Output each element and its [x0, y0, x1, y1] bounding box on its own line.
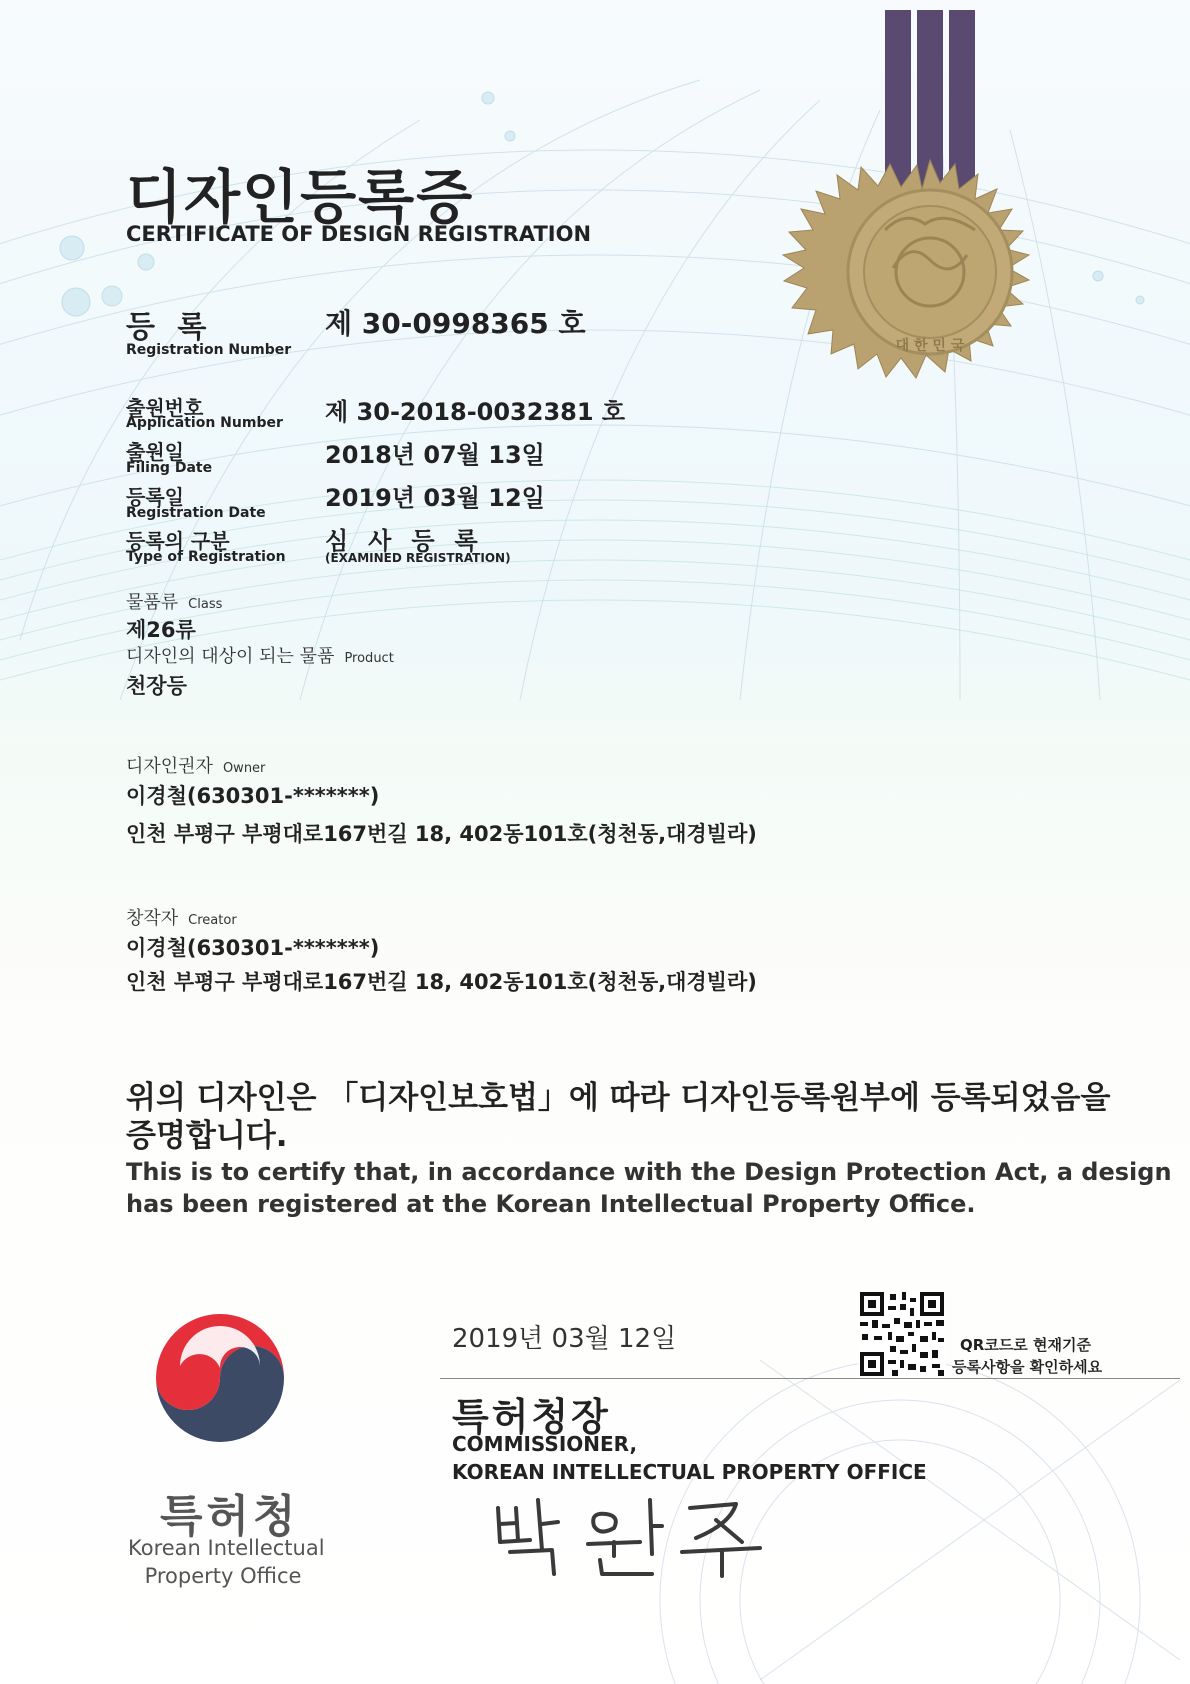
application-number-label-en: Application Number	[126, 415, 283, 431]
qr-code-icon[interactable]	[858, 1290, 946, 1378]
office-name-en-line2: Property Office	[144, 1564, 302, 1588]
class-value: 제26류	[126, 618, 196, 642]
product-value: 천장등	[126, 674, 187, 698]
office-name-ko: 특허청	[160, 1491, 300, 1542]
filing-date: 2018년 07월 13일	[325, 441, 545, 469]
filing-date-label: 출원일	[126, 440, 184, 464]
creator-label-en: Creator	[188, 913, 237, 928]
registration-date-label-en: Registration Date	[126, 505, 266, 521]
commissioner-title: 특허청장	[452, 1395, 611, 1439]
seal-text: 대 한 민 국	[895, 338, 965, 354]
product-label: 디자인의 대상이 되는 물품	[126, 646, 335, 667]
creator-name: 이경철(630301-*******)	[126, 936, 380, 960]
registration-type: 심사등록	[325, 527, 498, 555]
registration-type-label: 등록의 구분	[126, 529, 230, 553]
application-number-label: 출원번호	[126, 396, 204, 420]
certification-text-ko-line2: 증명합니다.	[126, 1118, 288, 1154]
creator-address: 인천 부평구 부평대로167번길 18, 402동101호(청천동,대경빌라)	[126, 970, 757, 994]
divider	[440, 1378, 1180, 1379]
registration-label-en: Registration Number	[126, 342, 292, 358]
class-label-row	[126, 588, 222, 614]
registration-date: 2019년 03월 12일	[325, 484, 545, 512]
certificate-title: 디자인등록증	[126, 163, 475, 231]
office-name-en-line1: Korean Intellectual	[128, 1536, 325, 1560]
commissioner-en-line2: KOREAN INTELLECTUAL PROPERTY OFFICE	[452, 1460, 927, 1484]
application-number: 제 30-2018-0032381 호	[325, 398, 626, 426]
creator-label-row	[126, 904, 237, 930]
issue-date: 2019년 03월 12일	[452, 1324, 677, 1354]
owner-address: 인천 부평구 부평대로167번길 18, 402동101호(청천동,대경빌라)	[126, 822, 757, 846]
owner-name: 이경철(630301-*******)	[126, 784, 380, 808]
qr-instruction-line1: QR코드로 현재기준	[960, 1336, 1091, 1354]
class-label: 물품류	[126, 592, 179, 613]
registration-label: 등 록	[126, 310, 213, 345]
signature-icon	[490, 1490, 780, 1580]
registration-number: 제 30-0998365 호	[325, 307, 586, 340]
filing-date-label-en: Filing Date	[126, 460, 213, 476]
creator-label: 창작자	[126, 908, 179, 929]
certification-text-ko-line1: 위의 디자인은 「디자인보호법」에 따라 디자인등록원부에 등록되었음을	[126, 1080, 1111, 1116]
owner-label-row	[126, 752, 265, 778]
certification-text-en-line2: has been registered at the Korean Intellectual Property Office.	[126, 1190, 976, 1218]
commissioner-en-line1: COMMISSIONER,	[452, 1432, 638, 1456]
registration-type-en: (EXAMINED REGISTRATION)	[325, 551, 511, 565]
registration-date-label: 등록일	[126, 485, 184, 509]
owner-label-en: Owner	[222, 761, 266, 776]
owner-label: 디자인권자	[126, 756, 213, 777]
certificate-subtitle: CERTIFICATE OF DESIGN REGISTRATION	[126, 222, 592, 246]
registration-type-label-en: Type of Registration	[126, 549, 286, 565]
kipo-emblem-icon	[150, 1308, 290, 1448]
qr-instruction-line2: 등록사항을 확인하세요	[952, 1358, 1103, 1376]
class-label-en: Class	[188, 597, 223, 612]
product-label-en: Product	[344, 651, 394, 666]
gold-seal-icon	[775, 10, 1085, 440]
certification-text-en-line1: This is to certify that, in accordance with the Design Protection Act, a design	[126, 1158, 1172, 1186]
product-label-row	[126, 642, 394, 668]
